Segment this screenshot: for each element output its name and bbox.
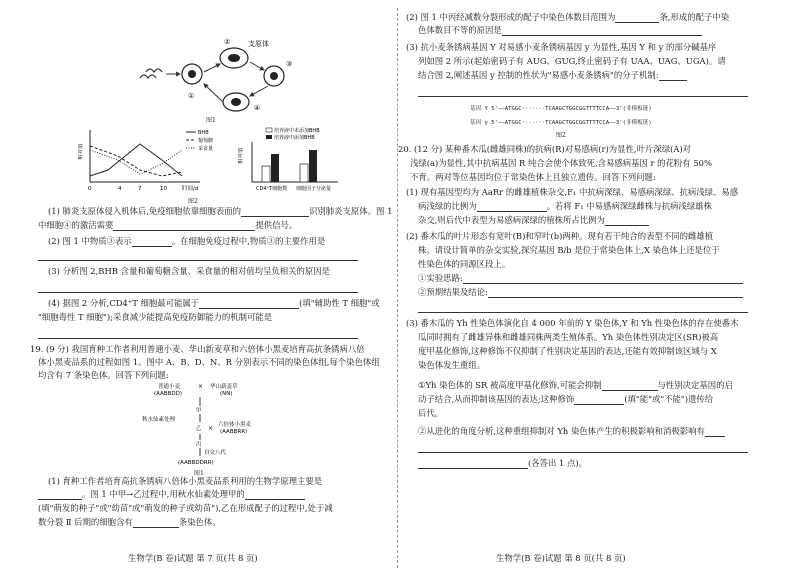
answer-blank[interactable] — [605, 216, 649, 226]
q20-3-text-c: 度甲基化修饰,这种修饰不仅抑制了性别决定基因的表达,还能有效抑制该区域与 X — [418, 346, 717, 356]
q18-1-text: (1) 肺炎支原体侵入机体后,免疫细胞依靠细胞表面的 — [48, 206, 242, 216]
answer-line[interactable] — [418, 303, 748, 313]
figure2-right-caption: 图2 — [556, 132, 566, 139]
q20-3-text-f: 与性别决定基因的启 — [657, 380, 733, 390]
answer-line[interactable] — [38, 283, 358, 293]
line-chart-ylabel: 相对值 — [78, 143, 84, 160]
footer-page8: 生物学(B 卷)试题 第 8 页(共 8 页) — [496, 553, 626, 563]
answer-blank[interactable] — [241, 207, 309, 217]
line-chart-xlabel: 时间/d — [182, 186, 199, 192]
answer-blank[interactable] — [477, 202, 547, 212]
liubei-genome: (AABBRR) — [220, 429, 248, 435]
gene-y-recessive-seq: 基因 y 5'——ATGGC·······TCAAGCTGGCGGTTTTCCA——3'(非模板链) — [470, 120, 652, 126]
bar-cat-cytokine: 细胞因子分泌量 — [296, 186, 332, 192]
q19-1-text-c: (填"萌发的种子"或"幼苗"或"萌发的种子或幼苗"),乙在形成配子的过程中,处于减 — [38, 503, 333, 513]
answer-blank[interactable] — [463, 274, 743, 284]
q18-4-text-c: "细胞毒性 T 细胞");采食减少能提高免疫防御能力的机制可能是 — [38, 312, 273, 322]
legend-feed: 采食量 — [198, 146, 214, 152]
legend-with-bhb: 培养液中添加BHB — [274, 135, 315, 141]
q19-1-text-d: 数分裂 Ⅱ 后期的细胞含有 — [38, 517, 133, 527]
putong-label: 普通小麦 — [158, 384, 181, 390]
q20-2-text-e: ②预期结果及结论: — [418, 287, 488, 297]
figure2-bar-chart — [238, 126, 348, 202]
q20-3-text-e: ①Yh 染色体的 SR 被高度甲基化修饰,可能会抑制 — [418, 380, 602, 390]
jia-label: 甲 — [196, 408, 202, 414]
q20-stem-c: 不育。两对等位基因均位于常染色体上且独立遗传。回答下列问题: — [410, 172, 656, 182]
answer-blank[interactable] — [615, 13, 659, 23]
q18-4-text: (4) 据图 2 分析,CD4⁺T 细胞最可能属于 — [48, 298, 200, 308]
final-genome: (AABBDDRR) — [178, 460, 214, 466]
answer-blank[interactable] — [199, 299, 299, 309]
figure2-caption: 图2 — [188, 198, 198, 205]
huashan-label: 华山新麦草 — [210, 384, 238, 390]
liubei-label: 六倍体小黑麦 — [218, 422, 252, 428]
gene-y-dominant-seq: 基因 Y 5'——ATGGC·······TCAAGCTGGCGGTTTTCCA——3'(非模板链) — [470, 106, 652, 112]
legend-glucose: 葡萄糖 — [198, 138, 214, 144]
q20-3-text-k: (各答出 1 点)。 — [528, 458, 588, 468]
answer-blank[interactable] — [245, 490, 305, 500]
colchicine-label: 秋水仙素处理 — [142, 417, 176, 423]
answer-blank[interactable] — [38, 490, 82, 500]
svg-text:×: × — [208, 425, 214, 432]
q20-3-text-g: 动子结合,从而抑制该基因的表达;这种修饰 — [418, 394, 575, 404]
bar-cd4-no-bhb — [262, 166, 270, 182]
bing-label: 丙 — [196, 442, 202, 448]
answer-blank[interactable] — [659, 71, 687, 81]
mycoplasma-icon — [140, 69, 162, 78]
node-label-4: ④ — [254, 104, 261, 112]
bar-cat-cd4: CD4⁺T细胞数 — [256, 186, 288, 192]
page-divider — [397, 8, 398, 568]
q20-2-text-b: 株。请设计简单的杂交实验,探究基因 B/b 是位于常染色体上,X 染色体上还是位于 — [418, 245, 720, 255]
q19-2-text: (2) 图 1 中丙经减数分裂形成的配子中染色体数目范围为 — [406, 12, 616, 22]
node-label-2: ② — [224, 38, 231, 46]
answer-blank[interactable] — [418, 459, 528, 469]
answer-blank[interactable] — [488, 288, 743, 298]
node-label-3: ③ — [286, 60, 293, 68]
q20-1-text-c: 。若将 F₁ 中易感病深绿雌株与抗病浅绿雄株 — [546, 201, 712, 211]
bar-cytokine-no-bhb — [300, 164, 308, 182]
bar-cd4-with-bhb — [271, 154, 279, 182]
answer-blank[interactable] — [133, 518, 179, 528]
answer-blank[interactable] — [574, 395, 624, 405]
answer-line[interactable] — [38, 251, 358, 261]
q20-1-text-d: 杂交,则后代中表型为易感病深绿的植株所占比例为 — [418, 215, 605, 225]
legend-bhb: BHB — [198, 130, 209, 136]
q20-1-text: (1) 现有基因型均为 AaRr 的雌雄植株杂交,F₁ 中抗病深绿、易感病深绿、抗病浅绿、易感 — [406, 187, 739, 197]
q18-1-text-c: 中细胞④的激活需要 — [38, 220, 114, 230]
q20-3-text-d: 染色体发生重组。 — [418, 360, 485, 370]
q19-stem-b: 体小黑麦品系的过程如图 1。图中 A、B、D、N、R 分别表示不同的染色体组,每个染色体组 — [38, 357, 380, 367]
q19-3-text: (3) 抗小麦条锈病基因 Y 对易感小麦条锈病基因 y 为显性,基因 Y 和 y 的部分碱基序 — [406, 42, 717, 52]
series-feed — [90, 150, 182, 174]
figure19-caption: 图1 — [194, 470, 204, 477]
q20-2-text: (2) 番木瓜的叶片形态有宽叶(B)和窄叶(b)两种。现有若干纯合的表型不同的雌雄植 — [406, 231, 714, 241]
q19-2-text-c: 色体数目不等的原因是 — [418, 25, 502, 35]
q18-2-text-b: 。在细胞免疫过程中,物质③的主要作用是 — [171, 236, 326, 246]
bar-chart-ylabel: 相对值 — [238, 147, 244, 164]
q19-2-text-b: 条,形成的配子中染 — [659, 12, 730, 22]
xtick-0: 0 — [88, 186, 92, 192]
legend-no-bhb: 培养液中未添加BHB — [274, 128, 320, 134]
q19-1-text-e: 条染色体。 — [178, 517, 221, 527]
xtick-4: 4 — [118, 186, 122, 192]
q18-1-text-b: 识别肺炎支原体。图 1 — [309, 206, 393, 216]
answer-line[interactable] — [418, 87, 748, 97]
q18-3-text: (3) 分析图 2,BHB 含量和葡萄糖含量、采食量的相对值均呈负相关的原因是 — [48, 266, 330, 276]
q19-3-text-c: 结合图 2,阐述基因 y 控制的性状为"易感小麦条锈病"的分子机制: — [418, 70, 659, 80]
q20-3-text-j: ②从进化的角度分析,这种重组抑制对 Yh 染色体产生的积极影响和消极影响有 — [418, 426, 705, 436]
figure2-line-chart — [78, 126, 228, 194]
figure-breeding-flowchart — [138, 382, 298, 470]
footer-page7: 生物学(B 卷)试题 第 7 页(共 8 页) — [128, 553, 258, 563]
yi-label: 乙 — [196, 426, 202, 432]
q18-2-text: (2) 图 1 中物质③表示 — [48, 236, 132, 246]
xtick-7: 7 — [138, 186, 142, 192]
mycoplasma-label: 支原体 — [248, 40, 269, 48]
q20-3-text-i: 后代。 — [418, 408, 444, 418]
q19-stem: 19. (9 分) 我国育种工作者利用普通小麦、华山新麦草和六倍体小黑麦培育高抗条锈病八倍 — [30, 344, 365, 354]
q18-1-text-d: 提供信号。 — [255, 220, 298, 230]
answer-blank[interactable] — [502, 26, 702, 36]
xtick-10: 10 — [160, 186, 167, 192]
answer-blank[interactable] — [602, 381, 658, 391]
right-page — [398, 0, 790, 579]
q19-1-text-b: 。图 1 中甲→乙过程中,用秋水仙素处理甲的 — [82, 489, 245, 499]
answer-blank[interactable] — [132, 237, 172, 247]
q20-3-text-b: 瓜同时拥有了雌雄异株和雌雄同株两类生殖体系。Yh 染色体性别决定区(SR)被高 — [418, 332, 719, 342]
bar-cytokine-with-bhb — [309, 150, 317, 182]
q20-2-text-c: 性染色体的同源区段上。 — [418, 259, 511, 269]
putong-genome: (AABBDD) — [154, 391, 182, 397]
q18-4-text-b: (填"辅助性 T 细胞"或 — [299, 298, 380, 308]
q19-stem-c: 均含有 7 条染色体。回答下列问题: — [38, 370, 169, 380]
cross-symbol: × — [198, 383, 204, 390]
figure1-caption: 图1 — [206, 117, 216, 124]
selfing-label: 自交八代 — [204, 450, 227, 456]
q19-1-text: (1) 育种工作者培育高抗条锈病八倍体小黑麦品系利用的生物学原理主要是 — [48, 476, 323, 486]
q20-stem-b: 浅绿(a)为显性,其中抗病基因 R 纯合会使个体致死,含易感病基因 r 的花粉有 50% — [410, 158, 712, 168]
answer-blank[interactable] — [705, 427, 725, 437]
q20-stem: 20. (12 分) 某种番木瓜(雌雄同株)的抗病(R)对易感病(r)为显性,叶片深绿(A)对 — [398, 144, 692, 154]
answer-line[interactable] — [38, 329, 358, 339]
left-page — [8, 0, 392, 579]
q20-1-text-b: 病浅绿的比例为 — [418, 201, 477, 211]
q20-3-text-h: (填"能"或"不能")遗传给 — [624, 394, 714, 404]
node-label-1: ① — [188, 92, 195, 100]
q20-3-text: (3) 番木瓜的 Yh 性染色体演化自 4 000 年前的 Y 染色体,Y 和 Yh 性染色体的存在使番木 — [406, 318, 739, 328]
answer-blank[interactable] — [113, 221, 255, 231]
huashan-genome: (NN) — [220, 391, 233, 397]
figure-immune-process — [128, 36, 298, 118]
q19-3-text-b: 列如图 2 所示(起始密码子有 AUG、GUG,终止密码子有 UAA、UAG、UGA)。请 — [418, 56, 726, 66]
q20-2-text-d: ①实验思路: — [418, 273, 463, 283]
answer-line[interactable] — [418, 443, 748, 453]
